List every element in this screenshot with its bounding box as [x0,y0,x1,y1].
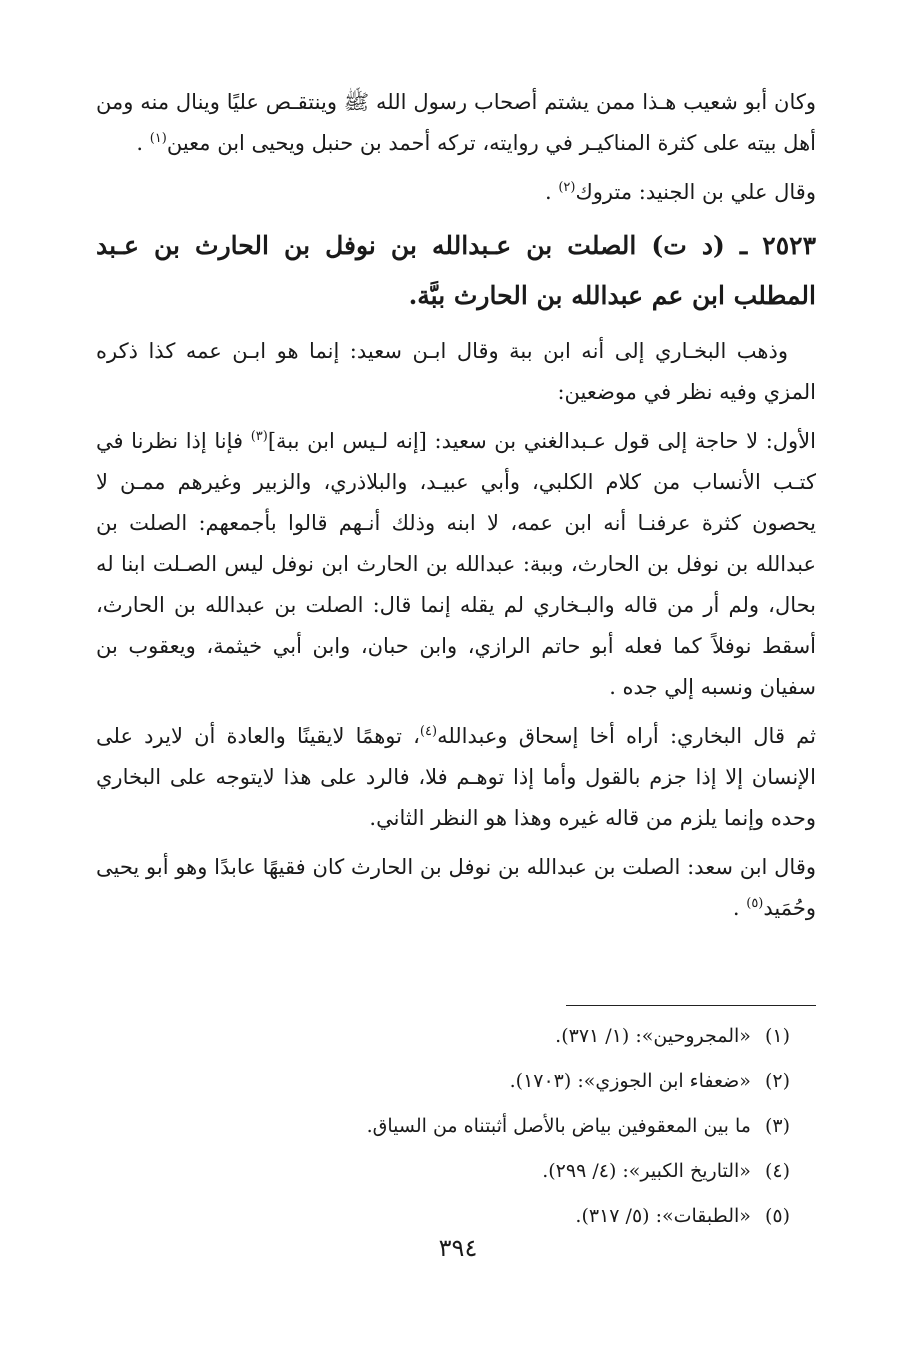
entry-heading-2523: ٢٥٢٣ ـ (د ت) الصلت بن عـبدالله بن نوفل بن الحارث بن عـبد المطلب ابن عم عبدالله بن الحارث ببَّة. [96,231,816,310]
page-number: ٣٩٤ [438,1234,478,1262]
paragraph-ibn-saad [96,847,816,929]
main-text [96,82,816,937]
paragraph-text: وقال علي بن الجنيد: متروك [575,180,816,204]
paragraph-tail: . [136,131,150,155]
footnote-ref-2[interactable]: (٢) [558,180,576,195]
paragraph-text-continued: ، توهمًا لايقينًا والعادة أن لايرد على الإنسان إلا إذا جزم بالقول وأما إذا توهـم فلا، فالرد على هذا لايتوجه على البخاري وحده وإنما يلزم من قاله غيره وهذا هو النظر الثاني. [96,724,816,830]
footnote-divider [566,1005,816,1006]
footnote-number: (٣) [764,1115,790,1137]
footnote-text: «الطبقات»: (٥/ ٣١٧). [575,1205,751,1227]
paragraph-bukhari-view: وذهب البخـاري إلى أنه ابن ببة وقال ابـن سعيد: إنما هو ابـن عمه كذا ذكره المزي وفيه نظر في موضعين: [96,339,816,404]
paragraph-second-point [96,716,816,839]
footnote-4 [96,1149,790,1194]
footnote-5 [96,1194,790,1239]
footnote-text: «المجروحين»: (١/ ٣٧١). [555,1025,751,1047]
footnote-number: (٢) [764,1070,790,1092]
footnote-ref-5[interactable]: (٥) [746,896,764,911]
footnote-1 [96,1014,790,1059]
footnote-text: «ضعفاء ابن الجوزي»: (١٧٠٣). [509,1070,751,1092]
footnote-text: ما بين المعقوفين بياض بالأصل أثبتناه من السياق. [366,1115,751,1137]
paragraph-abu-shuayb [96,82,816,164]
footnote-ref-3[interactable]: (٣) [250,429,268,444]
paragraph-text: وقال ابن سعد: الصلت بن عبدالله بن نوفل بن الحارث كان فقيهًا عابدًا وهو أبو يحيى وحُمَيد [96,855,816,920]
footnote-number: (٥) [764,1205,790,1227]
footnote-number: (١) [764,1025,790,1047]
paragraph-tail: . [544,180,559,204]
paragraph-text: ثم قال البخاري: أراه أخا إسحاق وعبدالله [437,724,816,748]
paragraph-text: وكان أبو شعيب هـذا ممن يشتم أصحاب رسول الله ﷺ وينتقـص عليًا وينال منه ومن أهل بيته على كثرة المناكيـر في روايته، تركه أحمد بن حنبل ويحيى ابن معين [96,90,816,155]
paragraph-ibn-junayd [96,172,816,213]
footnote-number: (٤) [764,1160,790,1182]
footnote-2 [96,1059,790,1104]
paragraph-first-point [96,421,816,708]
footnote-3 [96,1104,790,1149]
footnote-ref-1[interactable]: (١) [149,131,167,146]
paragraph-text-continued: فإنا إذا نظرنا في كتـب الأنساب من كلام الكلبي، وأبي عبيـد، والبلاذري، والزبير وغيرهم ممـن لا يحصون كثرة عرفنـا أنه ابن عمه، لا ابنه وذلك أنـهم قالوا بأجمعهم: الصلت بن عبدالله بن نوفل بن الحارث، وببة: عبدالله بن الحارث ابن نوفل ليس الصـلت ابنا له بحال، ولم أر من قاله والبـخاري لم يقله إنما قال: الصلت بن عبدالله بن الحارث، أسقط نوفلاً كما فعله أبو حاتم الرازي، وابن حبان، وابن أبي خيثمة، ويعقوب بن سفيان ونسبه إلي جده . [96,429,816,699]
paragraph-tail: . [732,896,747,920]
footnote-ref-4[interactable]: (٤) [419,724,438,739]
footnote-text: «التاريخ الكبير»: (٤/ ٢٩٩). [542,1160,751,1182]
footnotes [96,1014,790,1239]
paragraph-text: الأول: لا حاجة إلى قول عـبدالغني بن سعيد: [إنه لـيس ابن ببة] [267,429,816,453]
